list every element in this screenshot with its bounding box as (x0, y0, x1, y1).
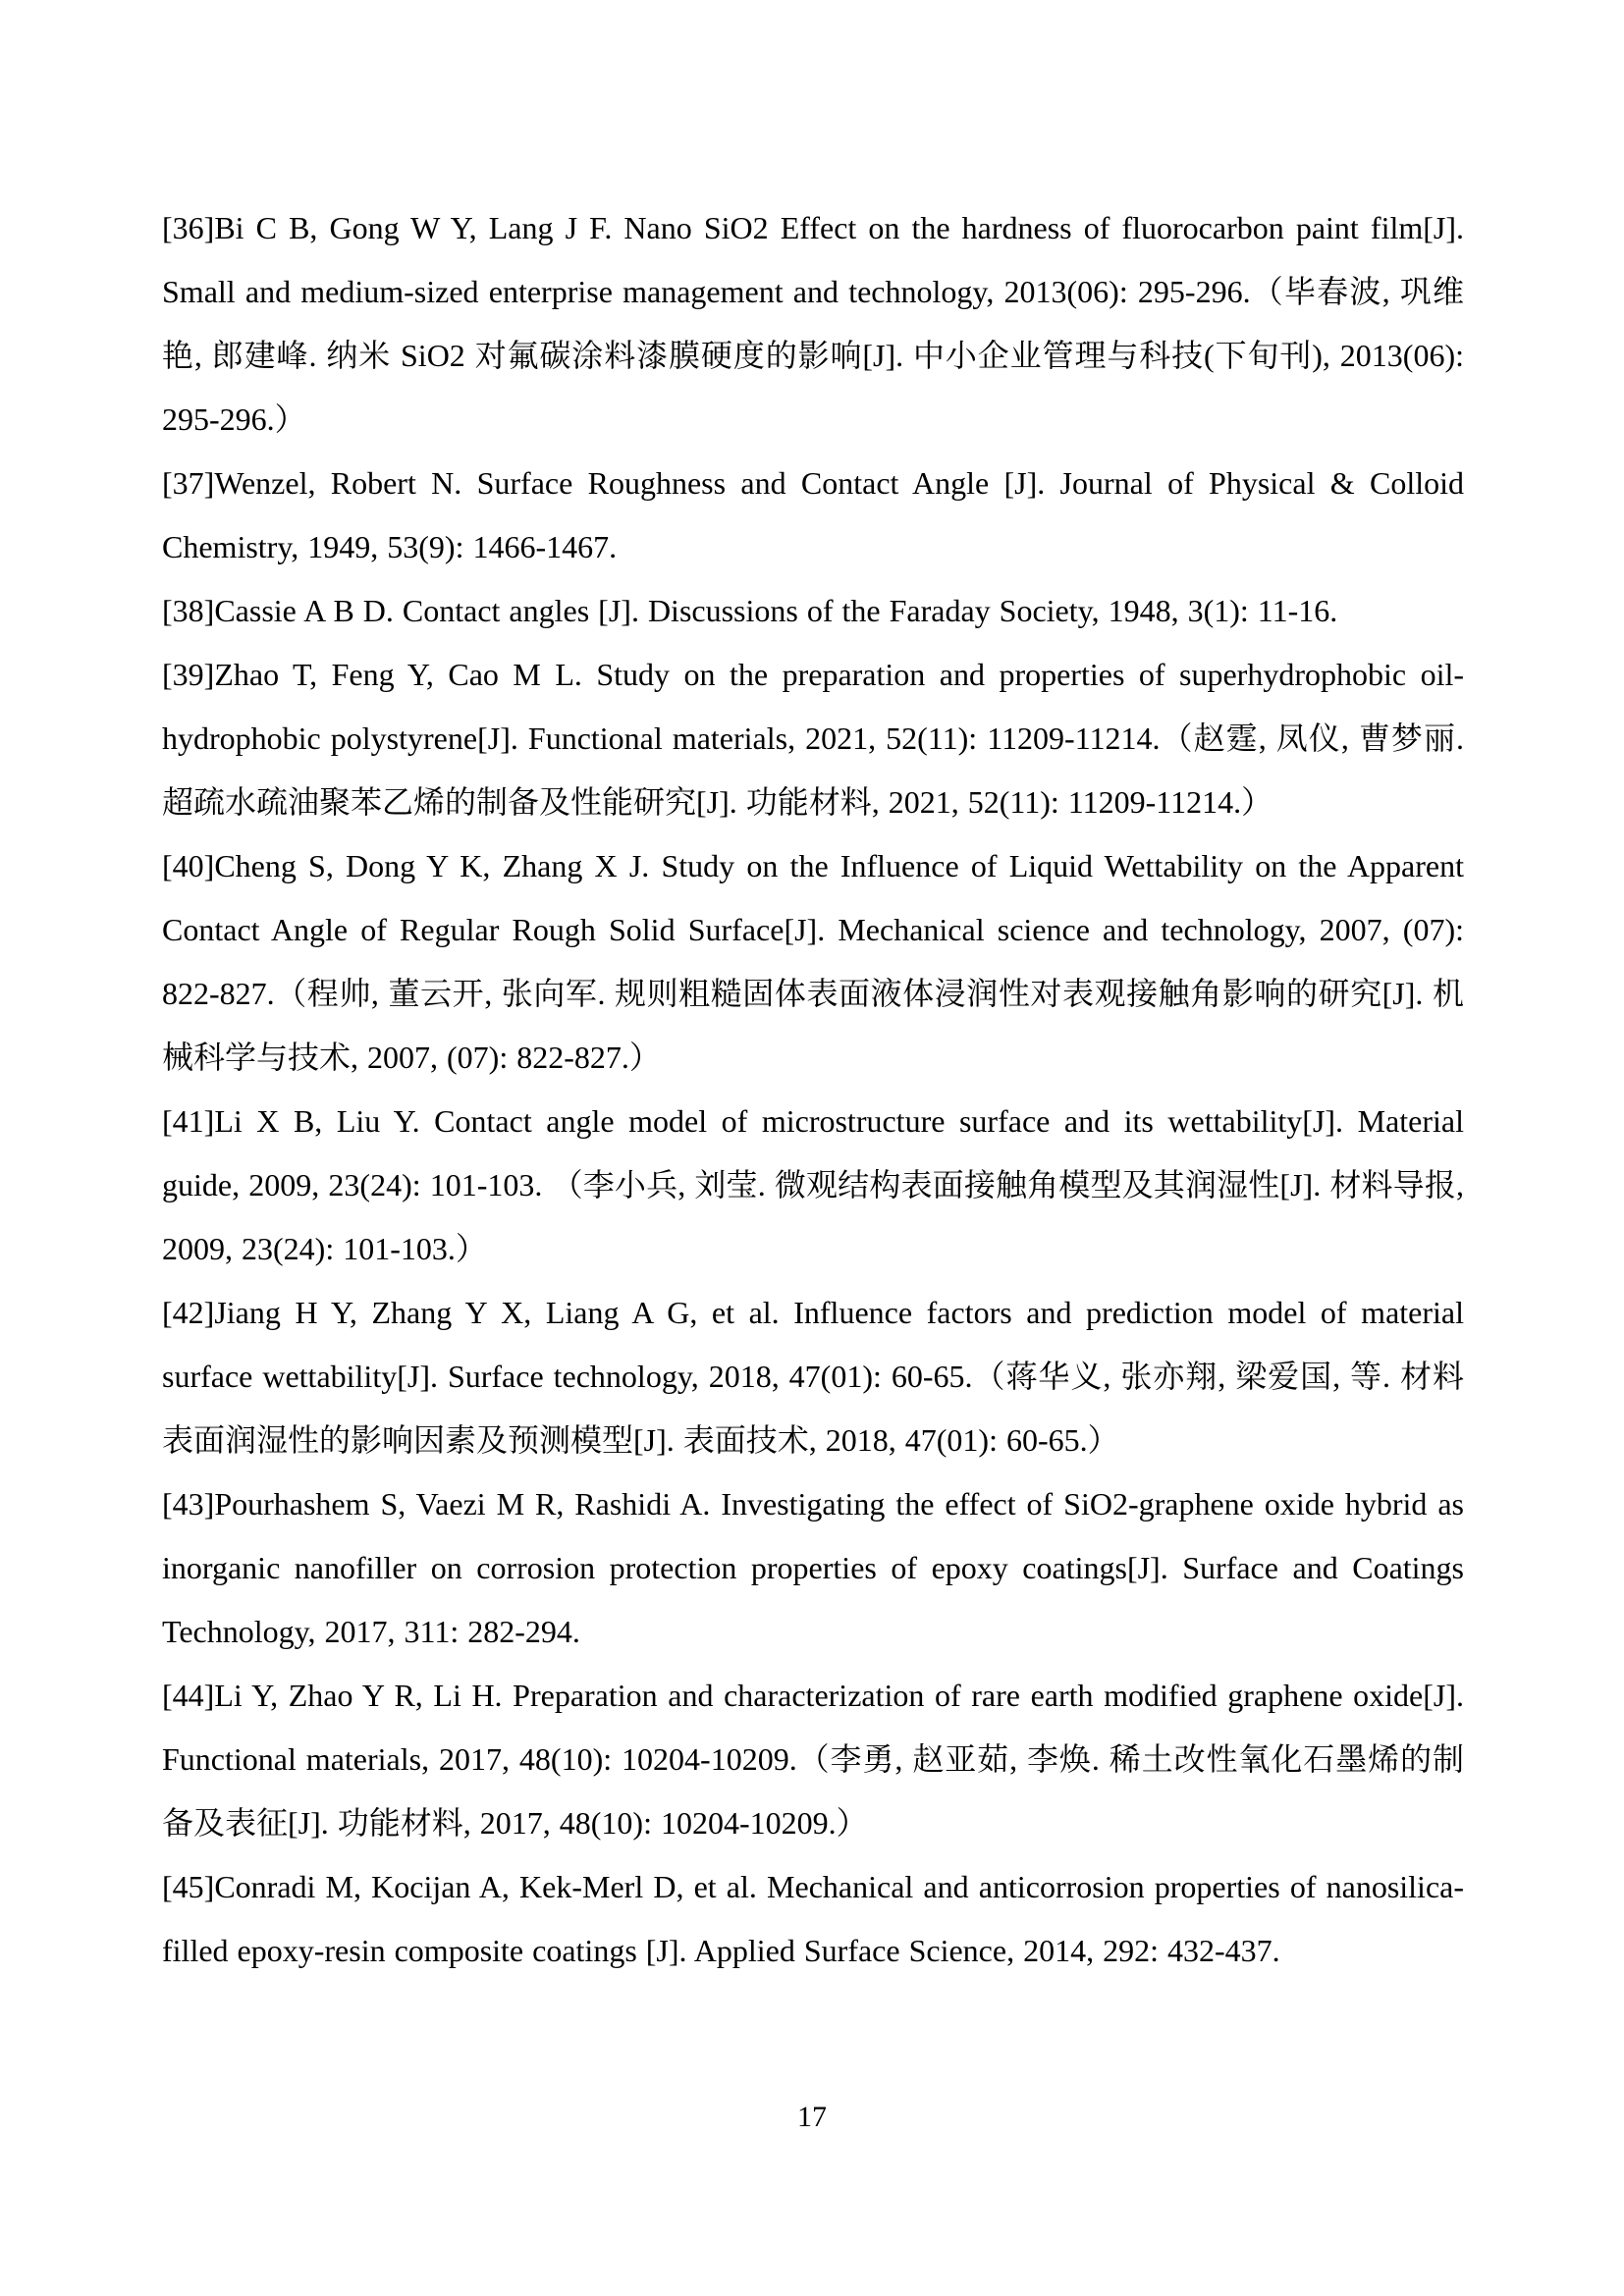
references-section (162, 196, 1464, 1983)
reference-item: [39]Zhao T, Feng Y, Cao M L. Study on the preparation and properties of superhydrophobic oil-hydrophobic polystyrene[J]. Functional materials, 2021, 52(11): 11209-11214.（赵霆, 凤仪, 曹梦丽. 超疏水疏油聚苯乙烯的制备及性能研究[J]. 功能材料, 2021, 52(11): 11209-11214.） (162, 657, 1464, 820)
reference-item: [40]Cheng S, Dong Y K, Zhang X J. Study on the Influence of Liquid Wettability on the Apparent Contact Angle of Regular Rough Solid Surface[J]. Mechanical science and technology, 2007, (07): 822-827.（程帅, 董云开, 张向军. 规则粗糙固体表面液体浸润性对表观接触角影响的研究[J]. 机械科学与技术, 2007, (07): 822-827.） (162, 848, 1464, 1075)
reference-item: [42]Jiang H Y, Zhang Y X, Liang A G, et al. Influence factors and prediction model of material surface wettability[J]. Surface technology, 2018, 47(01): 60-65.（蒋华义, 张亦翔, 梁爱国, 等. 材料表面润湿性的影响因素及预测模型[J]. 表面技术, 2018, 47(01): 60-65.） (162, 1295, 1464, 1458)
reference-item: [37]Wenzel, Robert N. Surface Roughness and Contact Angle [J]. Journal of Physical & Colloid Chemistry, 1949, 53(9): 1466-1467. (162, 465, 1464, 564)
reference-item: [45]Conradi M, Kocijan A, Kek-Merl D, et al. Mechanical and anticorrosion properties of nanosilica-filled epoxy-resin composite coatings [J]. Applied Surface Science, 2014, 292: 432-437. (162, 1869, 1464, 1968)
reference-item: [41]Li X B, Liu Y. Contact angle model of microstructure surface and its wettability[J]. Material guide, 2009, 23(24): 101-103. （李小兵, 刘莹. 微观结构表面接触角模型及其润湿性[J]. 材料导报, 2009, 23(24): 101-103.） (162, 1103, 1464, 1266)
reference-item: [43]Pourhashem S, Vaezi M R, Rashidi A. Investigating the effect of SiO2-graphene oxide hybrid as inorganic nanofiller on corrosion protection properties of epoxy coatings[J]. Surface and Coatings Technology, 2017, 311: 282-294. (162, 1486, 1464, 1649)
reference-item: [36]Bi C B, Gong W Y, Lang J F. Nano SiO2 Effect on the hardness of fluorocarbon paint film[J]. Small and medium-sized enterprise management and technology, 2013(06): 295-296.（毕春波, 巩维艳, 郎建峰. 纳米 SiO2 对氟碳涂料漆膜硬度的影响[J]. 中小企业管理与科技(下旬刊), 2013(06): 295-296.） (162, 210, 1464, 437)
reference-item: [38]Cassie A B D. Contact angles [J]. Discussions of the Faraday Society, 1948, 3(1): 11-16. (162, 593, 1338, 628)
reference-item: [44]Li Y, Zhao Y R, Li H. Preparation and characterization of rare earth modified graphene oxide[J]. Functional materials, 2017, 48(10): 10204-10209.（李勇, 赵亚茹, 李焕. 稀土改性氧化石墨烯的制备及表征[J]. 功能材料, 2017, 48(10): 10204-10209.） (162, 1678, 1464, 1841)
page-footer (0, 2099, 1624, 2136)
page-number: 17 (797, 2101, 827, 2133)
